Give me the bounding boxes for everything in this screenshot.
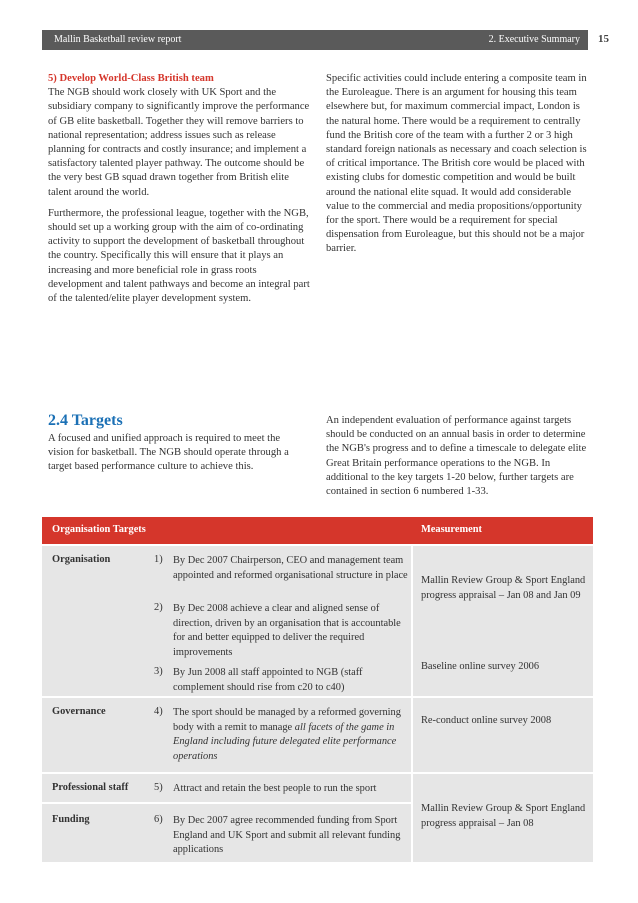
subsection-heading: 5) Develop World-Class British team xyxy=(48,73,214,84)
item-number: 3) xyxy=(154,666,163,677)
item-text: By Jun 2008 all staff appointed to NGB (staff complement should rise from c20 to c40) xyxy=(173,667,363,693)
measurement: Mallin Review Group & Sport England progress appraisal – Jan 08 and Jan 09 xyxy=(421,575,586,601)
paragraph: Specific activities could include entering a composite team in the Euroleague. There is an argument for housing this team elsewhere but, for maximum commercial impact, London is the natural home. There would be a requirement to centrally fund the British core of the team with a further 2 or 3 high standard foreign nationals as necessary and coach selection is of critical importance. The British core would be placed with existing clubs for domestic competition and would be built around the national elite squad. It would add considerable value to the commercial and media propositions/opportunity for the sport. There would be a requirement for special dispensation from Euroleague, but this should not be a major barrier. xyxy=(326,73,587,255)
table-row-group xyxy=(42,772,593,862)
section-title: 2.4 Targets xyxy=(48,412,123,429)
paragraph: An independent evaluation of performance against targets should be conducted on an annual basis in order to determine the NGB's progress and to define a timescale to delegate elite Great Britain performance operations to the NGB. In additional to the key targets 1-20 below, further targets are contained in section 6 numbered 1-33. xyxy=(326,415,587,498)
measurement: Mallin Review Group & Sport England progress appraisal – Jan 08 xyxy=(421,803,586,829)
row-label: Organisation xyxy=(52,554,111,565)
targets-intro xyxy=(48,432,293,482)
right-column xyxy=(326,72,588,264)
left-column xyxy=(48,72,310,313)
item-text: By Dec 2007 Chairperson, CEO and management team appointed and reformed organisational structure in place xyxy=(173,555,408,581)
table-row xyxy=(42,544,593,696)
item-text: By Dec 2007 agree recommended funding from Sport England and UK Sport and submit all relevant funding applications xyxy=(173,815,401,855)
measurement: Re-conduct online survey 2008 xyxy=(421,715,552,726)
targets-right xyxy=(326,414,588,506)
item-text-italic: all facets of the game in England including future delegated elite performance operations xyxy=(173,721,397,762)
row-label: Funding xyxy=(52,814,90,825)
item-text xyxy=(173,706,413,764)
item-text: By Dec 2008 achieve a clear and aligned sense of direction, driven by an organisation that is accountable for and better equipped to deliver the required improvements xyxy=(173,603,401,658)
paragraph: The NGB should work closely with UK Sport and the subsidiary company to significantly improve the performance of GB elite basketball. Together they will remove barriers to national representation; address issues such as release planning for contracts and costly insurance; and implement a satisfactory talented player pathway. The outcome should be the very best GB squad drawn together from British elite talent around the world. xyxy=(48,87,310,198)
section-label: 2. Executive Summary xyxy=(488,34,580,45)
measurement: Baseline online survey 2006 xyxy=(421,661,540,672)
targets-table xyxy=(42,517,593,862)
paragraph: A focused and unified approach is required to meet the vision for basketball. The NGB should operate through a target based performance culture to achieve this. xyxy=(48,433,289,473)
paragraph: Furthermore, the professional league, together with the NGB, should set up a working group with the aim of co-ordinating activity to support the development of basketball throughout the country. Specifically this will ensure that it plays an increasing and more beneficial role in grass roots development and talent pathways and become an integral part of the talented/elite player development system. xyxy=(48,207,310,305)
item-number: 1) xyxy=(154,554,163,565)
column-header: Organisation Targets xyxy=(52,524,146,535)
table-header xyxy=(42,517,593,544)
item-number: 4) xyxy=(154,706,163,717)
row-label: Professional staff xyxy=(52,782,129,793)
item-number: 6) xyxy=(154,814,163,825)
item-number: 5) xyxy=(154,782,163,793)
page-number: 15 xyxy=(598,33,609,45)
row-label: Governance xyxy=(52,706,106,717)
item-text-plain: The sport should be managed by a reformed governing body with a remit to manage xyxy=(173,707,401,733)
table-row xyxy=(42,696,593,772)
header-bar xyxy=(42,30,588,50)
item-text: Attract and retain the best people to run the sport xyxy=(173,783,377,794)
column-header: Measurement xyxy=(421,524,482,535)
report-title: Mallin Basketball review report xyxy=(54,34,182,45)
item-number: 2) xyxy=(154,602,163,613)
